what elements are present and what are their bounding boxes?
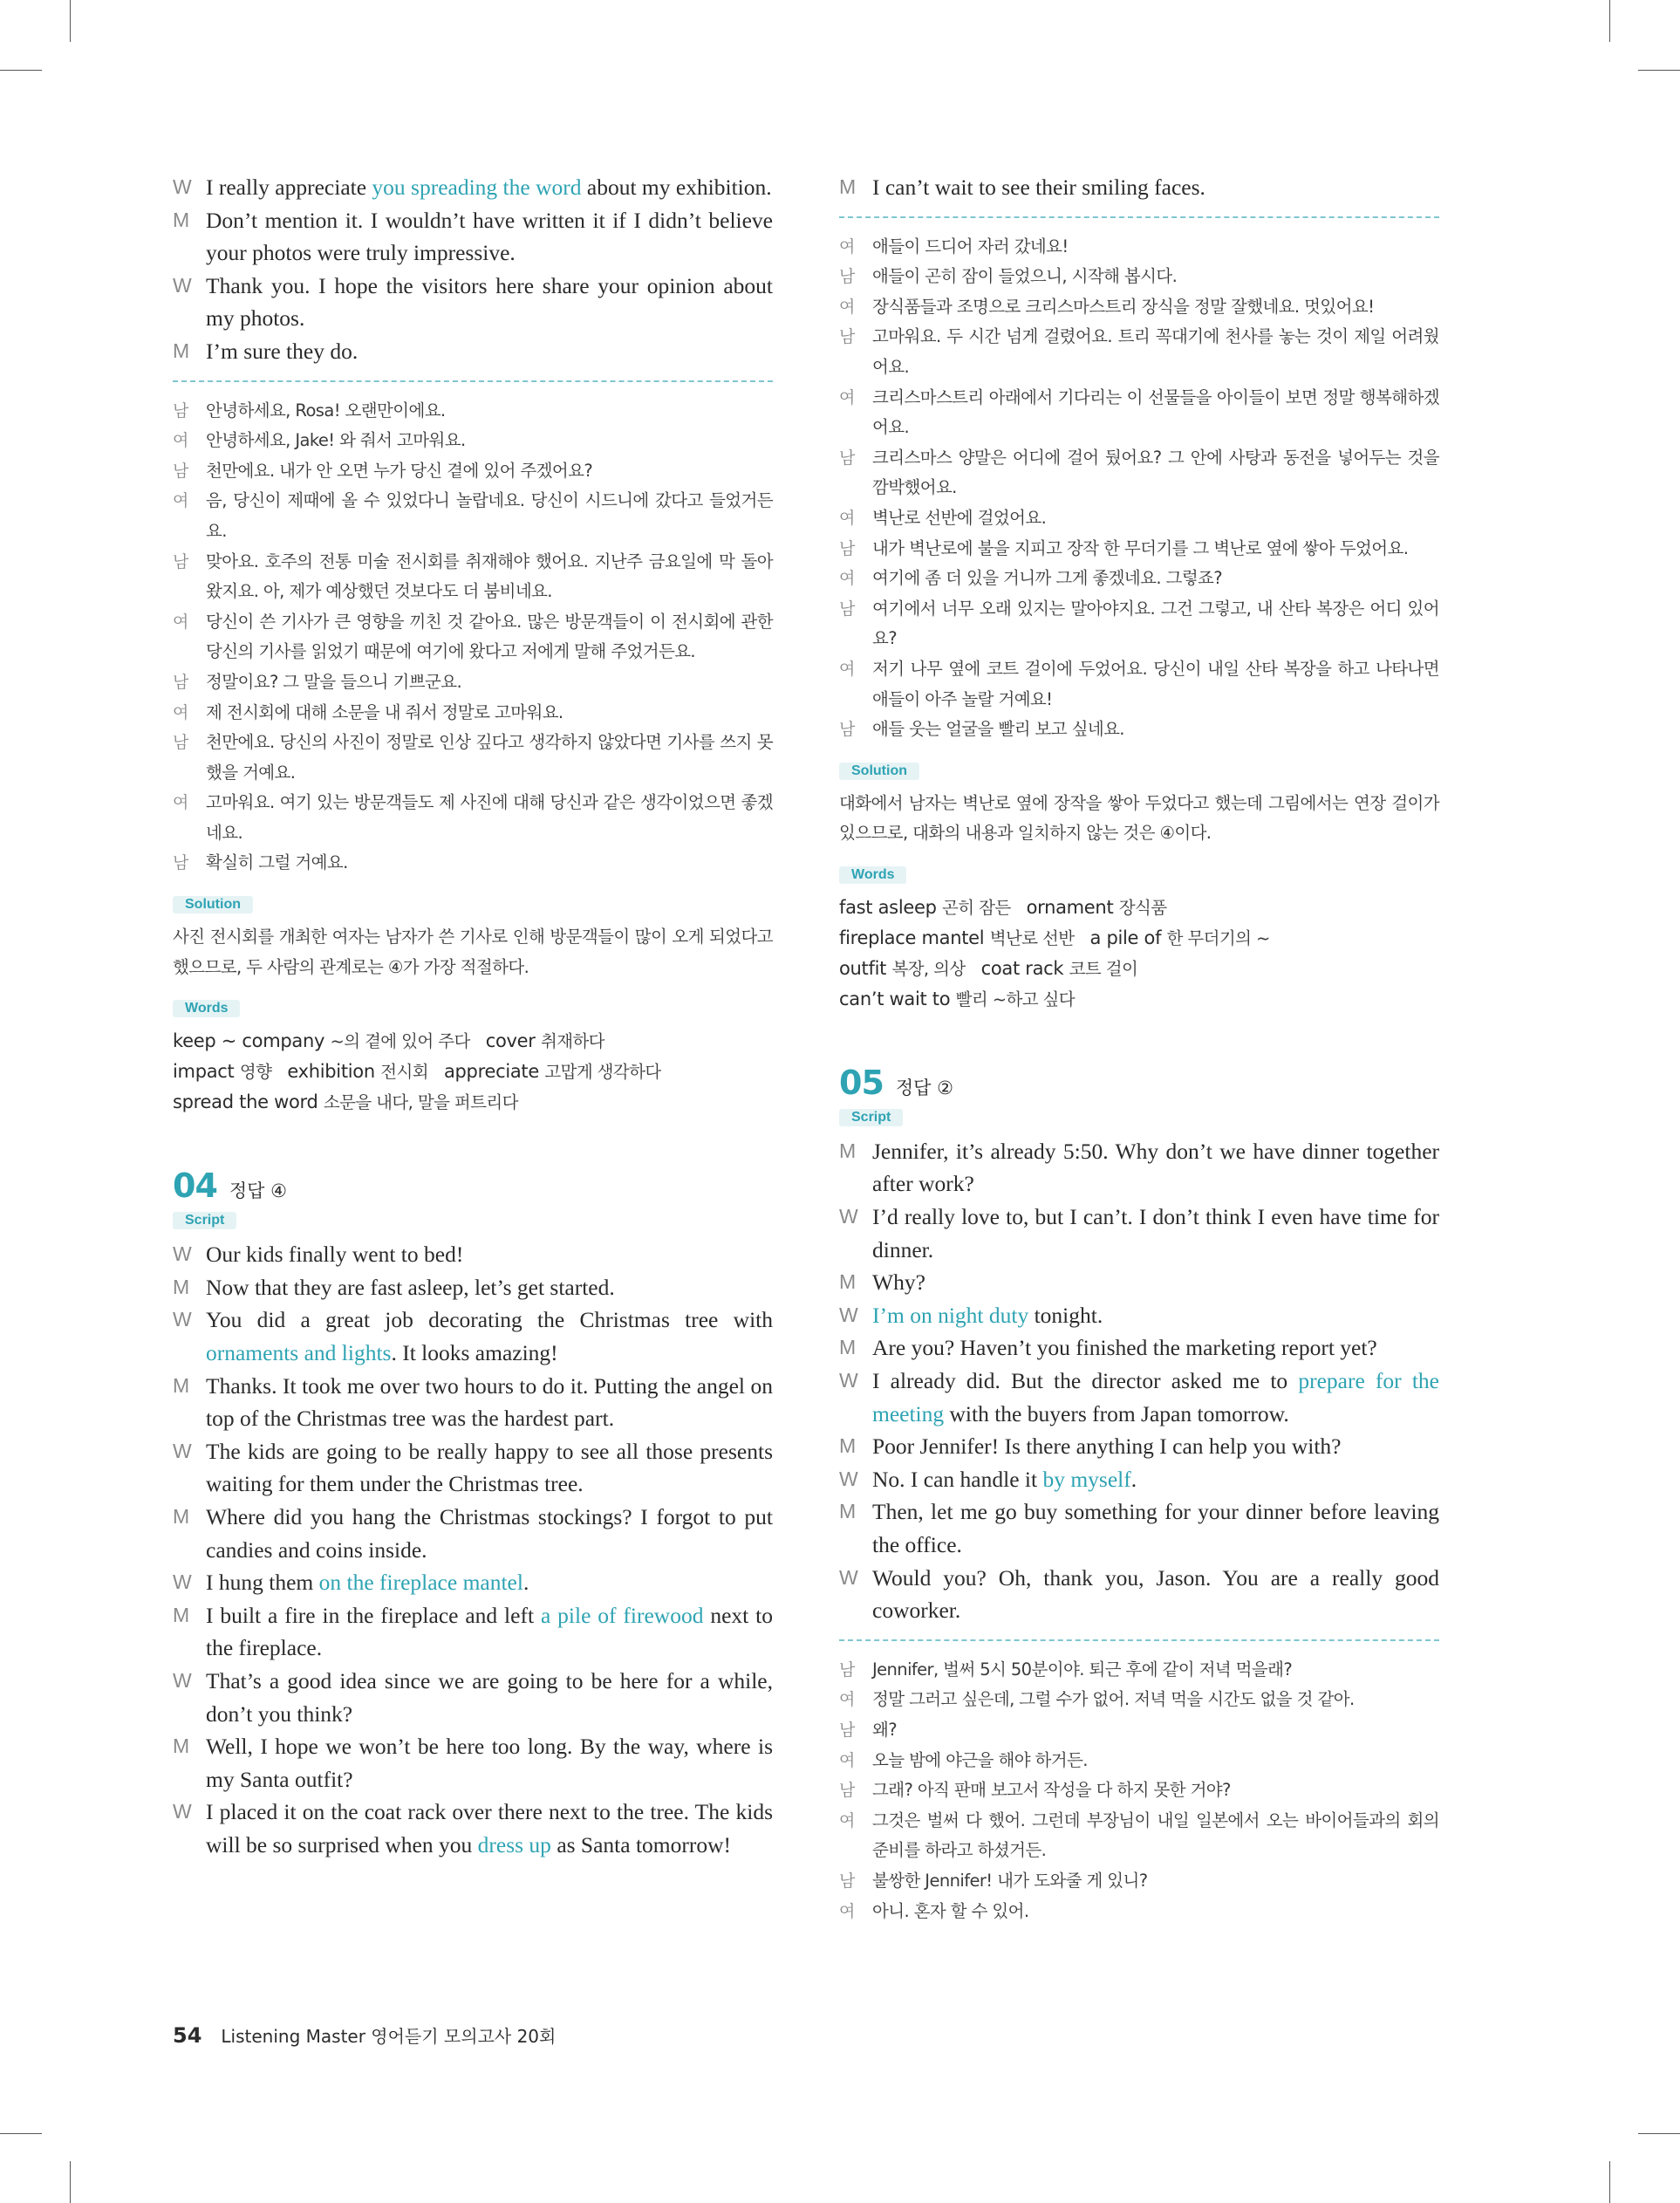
translation-line [839, 262, 1439, 292]
crop-mark [1638, 2133, 1680, 2134]
speaker-label: 여 [173, 612, 188, 632]
vocabulary-list [839, 893, 1439, 1015]
speaker-label: 남 [173, 400, 188, 421]
dialogue-text: Poor Jennifer! Is there anything I can help you with? [872, 1433, 1342, 1460]
vocab-meaning: 소문을 내다, 말을 퍼트리다 [323, 1092, 518, 1113]
translation-line [173, 396, 773, 427]
speaker-label: 남 [173, 461, 188, 481]
vocab-term: outfit [839, 957, 892, 979]
vocab-term: can’t wait to [839, 988, 956, 1009]
dialogue-text: The kids are going to be really happy to see all those presents waiting for them under the Christmas tree. [206, 1438, 773, 1497]
dialogue-line [173, 1303, 773, 1369]
crop-mark [0, 2133, 42, 2134]
speaker-label: 남 [839, 1659, 855, 1680]
dashed-divider [839, 216, 1439, 218]
key-phrase: dress up [477, 1831, 551, 1857]
vocab-meaning: ~의 곁에 있어 주다 [330, 1031, 470, 1052]
translation-text: 그래? 아직 판매 보고서 작성을 다 하지 못한 거야? [872, 1780, 1231, 1801]
dialogue-line [173, 1271, 773, 1304]
translation-text: 당신이 쓴 기사가 큰 영향을 끼친 것 같아요. 많은 방문객들이 이 전시회에 관한 당신의 기사를 읽었기 때문에 여기에 왔다고 저에게 말해 주었거든요. [206, 611, 773, 662]
vocab-line [839, 954, 1439, 984]
dialogue-text: I hung them [206, 1570, 319, 1596]
speaker-label: W [839, 1303, 858, 1326]
crop-mark [70, 2161, 71, 2203]
translation-text: 여기에 좀 더 있을 거니까 그게 좋겠네요. 그렇죠? [872, 568, 1223, 589]
translation-line [839, 1775, 1439, 1806]
vocab-line [173, 1087, 773, 1118]
translation-line [839, 383, 1439, 443]
speaker-label: 남 [173, 551, 188, 571]
speaker-label: M [173, 1275, 190, 1298]
vocab-meaning: 취재하다 [540, 1031, 604, 1052]
crop-mark [1638, 70, 1680, 71]
translation-line [173, 456, 773, 487]
dialogue-text: . It looks amazing! [391, 1340, 558, 1366]
speaker-label: 남 [173, 853, 188, 873]
translation-text: 천만에요. 내가 안 오면 누가 당신 곁에 있어 주겠어요? [206, 460, 593, 481]
left-column [173, 171, 773, 1862]
solution-text: 대화에서 남자는 벽난로 옆에 장작을 쌓아 두었다고 했는데 그림에서는 연장 걸이가 있으므로, 대화의 내용과 일치하지 않는 것은 ④이다. [839, 792, 1439, 844]
dialogue-text: with the buyers from Japan tomorrow. [944, 1400, 1289, 1426]
translation-text: 왜? [872, 1719, 897, 1740]
translation-text: 천만에요. 당신의 사진이 정말로 인상 깊다고 생각하지 않았다면 기사를 쓰지 못했을 거예요. [206, 732, 773, 783]
question-number: 04 [173, 1166, 217, 1206]
dashed-divider [839, 1639, 1439, 1641]
speaker-label: 남 [839, 538, 855, 558]
speaker-label: 여 [173, 702, 188, 722]
speaker-label: W [173, 273, 192, 297]
vocab-term: a pile of [1089, 927, 1167, 948]
dialogue-line [839, 1201, 1439, 1266]
dialogue-text: as Santa tomorrow! [550, 1831, 732, 1857]
speaker-label: 여 [839, 508, 855, 528]
speaker-label: W [173, 1800, 192, 1823]
translation-text: 애들이 곤히 잠이 들었으니, 시작해 봅시다. [872, 266, 1178, 287]
dialogue-text: I already did. But the director asked me to [872, 1368, 1299, 1394]
translation-line [839, 443, 1439, 503]
speaker-label: 여 [839, 297, 855, 317]
page-footer [173, 2022, 556, 2048]
dialogue-line [173, 1730, 773, 1796]
dialogue-text: Why? [872, 1269, 925, 1296]
translation-text: 확실히 그럴 거예요. [206, 852, 348, 873]
dialogue-line [173, 1238, 773, 1271]
speaker-label: W [839, 1467, 858, 1490]
speaker-label: W [839, 1369, 858, 1392]
speaker-label: M [839, 1500, 857, 1523]
vocab-line [839, 893, 1439, 923]
dialogue-text: You did a great job decorating the Christmas tree with [206, 1307, 773, 1333]
key-phrase: by myself [1042, 1466, 1131, 1492]
translation-line [839, 1866, 1439, 1897]
speaker-label: M [839, 1139, 857, 1162]
dialogue-text: Jennifer, it’s already 5:50. Why don’t we have dinner together after work? [872, 1138, 1439, 1197]
translation-line [839, 1655, 1439, 1686]
speaker-label: W [173, 1570, 192, 1594]
vocab-meaning: 빨리 ~하고 싶다 [955, 989, 1076, 1009]
vocab-meaning: 고맙게 생각하다 [544, 1062, 661, 1083]
vocab-meaning: 영향 [239, 1062, 272, 1083]
dialogue-text: I can’t wait to see their smiling faces. [872, 174, 1205, 200]
dialogue-line [173, 270, 773, 335]
english-script-04 [173, 1238, 773, 1861]
key-phrase: a pile of firewood [540, 1602, 704, 1628]
dialogue-text: I built a fire in the fireplace and left [206, 1602, 541, 1628]
dialogue-text: Thanks. It took me over two hours to do it. Putting the angel on top of the Christmas tree was the hardest part. [206, 1372, 773, 1432]
dialogue-text: . [1130, 1466, 1137, 1492]
words-label: Words [839, 866, 906, 884]
translation-text: 정말 그러고 싶은데, 그럴 수가 없어. 저녁 먹을 시간도 없을 것 같아. [872, 1689, 1355, 1710]
speaker-label: W [173, 175, 192, 198]
dialogue-text: Don’t mention it. I wouldn’t have written it if I didn’t believe your photos were truly impressive. [206, 207, 773, 266]
vocab-line [173, 1057, 773, 1087]
translation-text: 크리스마스 양말은 어디에 걸어 뒀어요? 그 안에 사탕과 동전을 넣어두는 것을 깜박했어요. [872, 447, 1439, 498]
key-phrase: ornaments and lights [206, 1340, 392, 1366]
translation-line [839, 594, 1439, 654]
dialogue-line [839, 1135, 1439, 1201]
translation-line [173, 788, 773, 848]
speaker-label: W [839, 1205, 858, 1228]
speaker-label: M [839, 175, 857, 198]
right-column [839, 171, 1439, 1926]
dialogue-line [173, 1501, 773, 1566]
speaker-label: 여 [839, 1690, 855, 1710]
dialogue-line [839, 1365, 1439, 1430]
vocab-meaning: 벽난로 선반 [989, 927, 1075, 948]
vocab-term: ornament [1026, 896, 1119, 918]
speaker-label: M [173, 1734, 190, 1758]
key-phrase: prepare for the meeting [872, 1368, 1439, 1426]
translation-line [839, 564, 1439, 594]
translation-text: 안녕하세요, Rosa! 오랜만이에요. [206, 400, 446, 421]
dialogue-text: Are you? Haven’t you finished the marketing report yet? [872, 1335, 1377, 1361]
dialogue-text: I’d really love to, but I can’t. I don’t think I even have time for dinner. [872, 1204, 1439, 1262]
dialogue-line [839, 1562, 1439, 1627]
translation-text: 크리스마스트리 아래에서 기다리는 이 선물들을 아이들이 보면 정말 행복해하겠어요. [872, 387, 1439, 438]
crop-mark [1609, 2161, 1610, 2203]
vocab-term: fireplace mantel [839, 927, 990, 948]
korean-translation-03 [173, 396, 773, 879]
dialogue-line [173, 1665, 773, 1730]
english-script-03-end [173, 171, 773, 368]
speaker-label: 남 [173, 733, 188, 753]
translation-text: 여기에서 너무 오래 있지는 말아야지요. 그건 그렇고, 내 산타 복장은 어디 있어요? [872, 598, 1439, 649]
speaker-label: 남 [839, 720, 855, 740]
speaker-label: 여 [839, 236, 855, 257]
script-label: Script [839, 1109, 903, 1126]
key-phrase: you spreading the word [372, 174, 582, 200]
translation-line [839, 1715, 1439, 1746]
speaker-label: W [173, 1668, 192, 1692]
vocab-term: cover [485, 1030, 541, 1052]
speaker-label: 남 [173, 672, 188, 692]
words-label: Words [173, 1000, 240, 1017]
translation-line [839, 1897, 1439, 1927]
dialogue-line [173, 1370, 773, 1435]
dashed-divider [173, 380, 773, 382]
book-title: Listening Master 영어듣기 모의고사 20회 [221, 2026, 557, 2047]
dialogue-text: tonight. [1028, 1302, 1103, 1328]
crop-mark [70, 0, 71, 42]
translation-text: Jennifer, 벌써 5시 50분이야. 퇴근 후에 같이 저녁 먹을래? [872, 1659, 1293, 1680]
dialogue-line [839, 1463, 1439, 1496]
question-05-header [839, 1064, 1439, 1102]
vocab-line [173, 1026, 773, 1057]
answer-label: 정답 ② [895, 1077, 953, 1098]
speaker-label: 여 [173, 793, 188, 813]
key-phrase: on the fireplace mantel [318, 1570, 523, 1596]
translation-line [173, 848, 773, 879]
dialogue-text: next to the fireplace. [206, 1602, 773, 1661]
dialogue-text: I placed it on the coat rack over there next to the tree. The kids will be so surprised when you [206, 1799, 773, 1857]
translation-line [839, 534, 1439, 564]
dialogue-line [839, 1331, 1439, 1365]
dialogue-text: That’s a good idea since we are going to be here for a while, don’t you think? [206, 1667, 773, 1727]
speaker-label: 여 [173, 491, 188, 511]
speaker-label: 남 [839, 1871, 855, 1891]
speaker-label: M [839, 1270, 857, 1294]
translation-text: 애들이 드디어 자러 갔네요! [872, 236, 1069, 257]
dialogue-text: I really appreciate [206, 174, 372, 200]
dialogue-line [839, 1266, 1439, 1299]
translation-line [839, 654, 1439, 715]
speaker-label: 남 [839, 267, 855, 287]
translation-text: 내가 벽난로에 불을 지피고 장작 한 무더기를 그 벽난로 옆에 쌓아 두었어요. [872, 537, 1409, 558]
vocab-term: fast asleep [839, 896, 943, 918]
speaker-label: 남 [839, 1781, 855, 1801]
solution-label: Solution [839, 763, 919, 780]
vocab-line [839, 923, 1439, 954]
translation-line [173, 607, 773, 667]
dialogue-line [173, 335, 773, 368]
translation-line [839, 715, 1439, 745]
vocab-meaning: 전시회 [380, 1062, 428, 1083]
solution-label: Solution [173, 896, 253, 913]
speaker-label: M [173, 1603, 190, 1626]
speaker-label: M [173, 208, 190, 231]
key-phrase: I’m on night duty [872, 1302, 1029, 1328]
crop-mark [0, 70, 42, 71]
vocab-term: coat rack [980, 957, 1069, 979]
script-label: Script [173, 1212, 236, 1229]
dialogue-line [173, 171, 773, 204]
translation-line [173, 486, 773, 546]
translation-text: 맞아요. 호주의 전통 미술 전시회를 취재해야 했어요. 지난주 금요일에 막 돌아왔지요. 아, 제가 예상했던 것보다도 더 붐비네요. [206, 551, 773, 602]
dialogue-text: Our kids finally went to bed! [206, 1242, 464, 1268]
dialogue-line [173, 204, 773, 270]
translation-text: 고마워요. 여기 있는 방문객들도 제 사진에 대해 당신과 같은 생각이었으면 좋겠네요. [206, 792, 773, 843]
translation-line [173, 698, 773, 729]
speaker-label: 여 [839, 1750, 855, 1770]
vocab-term: impact [173, 1061, 240, 1083]
speaker-label: M [173, 339, 190, 362]
question-number: 05 [839, 1063, 884, 1102]
dialogue-text: Then, let me go buy something for your dinner before leaving the office. [872, 1499, 1439, 1557]
speaker-label: M [839, 1336, 857, 1359]
translation-text: 아니. 혼자 할 수 있어. [872, 1900, 1029, 1921]
dialogue-line [173, 1566, 773, 1599]
translation-text: 음, 당신이 제때에 올 수 있었다니 놀랍네요. 당신이 시드니에 갔다고 들었거든요. [206, 490, 773, 541]
korean-translation-04 [839, 232, 1439, 745]
vocab-term: appreciate [443, 1061, 545, 1083]
dialogue-text: Would you? Oh, thank you, Jason. You are a really good coworker. [872, 1564, 1439, 1624]
speaker-label: 남 [839, 599, 855, 619]
solution-text: 사진 전시회를 개최한 여자는 남자가 쓴 기사로 인해 방문객들이 많이 오게 되었다고 했으므로, 두 사람의 관계로는 ④가 가장 적절하다. [173, 927, 773, 977]
translation-text: 제 전시회에 대해 소문을 내 줘서 정말로 고마워요. [206, 701, 563, 722]
translation-line [173, 667, 773, 698]
dialogue-text: Now that they are fast asleep, let’s get started. [206, 1274, 615, 1300]
translation-line [839, 1685, 1439, 1715]
speaker-label: 남 [839, 448, 855, 468]
translation-text: 그것은 벌써 다 했어. 그런데 부장님이 내일 일본에서 오는 바이어들과의 회의 준비를 하라고 하셨거든. [872, 1810, 1439, 1861]
speaker-label: 여 [839, 569, 855, 589]
translation-line [173, 547, 773, 607]
translation-text: 오늘 밤에 야근을 해야 하거든. [872, 1749, 1088, 1770]
dialogue-text: about my exhibition. [581, 174, 772, 200]
translation-text: 저기 나무 옆에 코트 걸이에 두었어요. 당신이 내일 산타 복장을 하고 나타나면 애들이 아주 놀랄 거예요! [872, 658, 1439, 709]
question-04-header [173, 1166, 773, 1205]
speaker-label: 남 [839, 327, 855, 347]
vocab-meaning: 곤히 잠든 [942, 897, 1011, 918]
dialogue-line [173, 1599, 773, 1665]
vocab-term: spread the word [173, 1091, 324, 1113]
vocab-meaning: 코트 걸이 [1069, 958, 1138, 979]
speaker-label: 여 [839, 659, 855, 679]
dialogue-line [839, 171, 1439, 204]
speaker-label: M [173, 1505, 190, 1528]
translation-line [839, 322, 1439, 382]
dialogue-text: Where did you hang the Christmas stockings? I forgot to put candies and coins inside. [206, 1504, 773, 1563]
korean-translation-05 [839, 1655, 1439, 1926]
vocab-term: exhibition [287, 1061, 381, 1083]
translation-line [839, 1806, 1439, 1866]
translation-text: 고마워요. 두 시간 넘게 걸렸어요. 트리 꼭대기에 천사를 놓는 것이 제일 어려웠어요. [872, 326, 1439, 377]
speaker-label: 여 [839, 1901, 855, 1921]
vocab-meaning: 장식품 [1118, 897, 1167, 918]
speaker-label: 여 [839, 387, 855, 407]
translation-text: 장식품들과 조명으로 크리스마스트리 장식을 정말 잘했네요. 멋있어요! [872, 296, 1375, 317]
speaker-label: 남 [839, 1720, 855, 1740]
speaker-label: M [839, 1434, 857, 1458]
speaker-label: 여 [173, 431, 188, 451]
vocab-line [839, 984, 1439, 1015]
vocabulary-list [173, 1026, 773, 1118]
english-script-04-end [839, 171, 1439, 204]
vocab-meaning: 한 무더기의 ~ [1166, 927, 1270, 948]
translation-line [173, 728, 773, 788]
translation-text: 안녕하세요, Jake! 와 줘서 고마워요. [206, 430, 466, 451]
translation-line [839, 1746, 1439, 1776]
translation-line [839, 292, 1439, 323]
dialogue-line [839, 1495, 1439, 1561]
translation-text: 정말이요? 그 말을 들으니 기쁘군요. [206, 671, 462, 692]
answer-label: 정답 ④ [229, 1180, 287, 1202]
translation-text: 애들 웃는 얼굴을 빨리 보고 싶네요. [872, 719, 1124, 740]
english-script-05 [839, 1135, 1439, 1627]
dialogue-text: Well, I hope we won’t be here too long. By the way, where is my Santa outfit? [206, 1734, 773, 1792]
translation-line [839, 503, 1439, 534]
crop-mark [1609, 0, 1610, 42]
speaker-label: M [173, 1373, 190, 1397]
dialogue-text: Thank you. I hope the visitors here share your opinion about my photos. [206, 272, 773, 332]
speaker-label: W [173, 1242, 192, 1266]
translation-text: 벽난로 선반에 걸었어요. [872, 507, 1047, 528]
dialogue-text: No. I can handle it [872, 1466, 1043, 1492]
translation-line [173, 426, 773, 456]
dialogue-text: . [522, 1570, 529, 1596]
vocab-meaning: 복장, 의상 [891, 958, 966, 979]
translation-text: 불쌍한 Jennifer! 내가 도와줄 게 있니? [872, 1870, 1148, 1891]
dialogue-line [173, 1796, 773, 1861]
speaker-label: W [173, 1308, 192, 1331]
translation-line [839, 232, 1439, 263]
speaker-label: W [839, 1565, 858, 1589]
dialogue-text: I’m sure they do. [206, 338, 359, 364]
dialogue-line [839, 1299, 1439, 1332]
vocab-term: keep ~ company [173, 1030, 331, 1052]
dialogue-line [173, 1435, 773, 1501]
page-number: 54 [173, 2023, 202, 2048]
speaker-label: 여 [839, 1810, 855, 1830]
speaker-label: W [173, 1439, 192, 1462]
dialogue-line [839, 1430, 1439, 1463]
